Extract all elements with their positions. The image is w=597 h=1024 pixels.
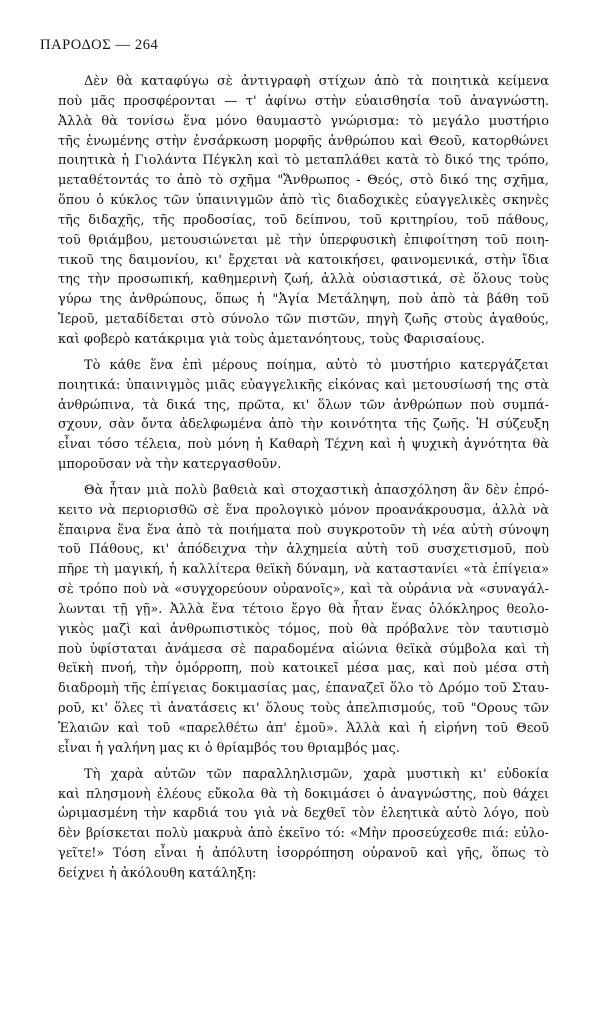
body-text [58, 72, 549, 884]
text-line: Θὰ ἦταν μιὰ πολὺ βαθειὰ καὶ στοχαστικὴ ἀπασχόληση ἂν δὲν ἐπρό- [84, 482, 549, 498]
text-line: εἶναι τόσο τέλεια, ποὺ μόνη ἡ Καθαρὴ Τέχνη καὶ ἡ ψυχικὴ ἁγνότητα θὰ [58, 437, 549, 453]
text-line: της τὴν προσωπική, καθημερινὴ ζωή, ἀλλὰ οὐσιαστικά, σὲ ὅλους τοὺς [58, 272, 549, 288]
text-line: καὶ φοβερὸ κατάκριμα γιὰ τοὺς ἀμετανόητους, τοὺς Φαρισαίους. [58, 331, 485, 347]
text-line: Τὴ χαρὰ αὐτῶν τῶν παραλληλισμῶν, χαρὰ μυστικὴ κι' εὐδοκία [84, 766, 549, 782]
text-line: εἶναι ἡ γαλήνη μας κι ὁ θρίαμβός του θριαμβός μας. [58, 740, 400, 756]
text-line: τοῦ θριάμβου, μετουσιώνεται μὲ τὴν ὑπερφυσικὴ ἐπιφοίτηση τοῦ ποιη- [58, 232, 549, 248]
text-line: γικὸς μαζὶ καὶ ἀνθρωπιστικὸς τόμος, ποὺ θὰ πρόβαλνε τὸν ταυτισμὸ [58, 621, 549, 637]
text-line: γεῖτε!» Τόση εἶναι ἡ ἀπόλυτη ἰσορρόπηση οὐρανοῦ καὶ γῆς, ὅπως τὸ [58, 846, 549, 862]
text-line: Ἀλλὰ θὰ τονίσω ἕνα μόνο θαυμαστὸ γνώρισμα: τὸ μεγάλο μυστήριο [58, 113, 549, 129]
text-line: ποιητικά: ὑπαινιγμὸς μιᾶς εὐαγγελικῆς εἰκόνας καὶ μετουσίωσή της στὰ [58, 377, 549, 393]
text-line: καὶ πλησμονὴ ἐλέους εὔκολα θὰ τὴ δοκιμάσει ὁ ἀναγνώστης, ποὺ θάχει [58, 786, 549, 802]
paragraph-4 [58, 765, 549, 884]
text-line: ποιητικὰ ἡ Γιολάντα Πέγκλη καὶ τὸ μεταπλάθει κατὰ τὸ δικό της τρόπο, [58, 153, 549, 169]
text-line: δὲν βρίσκεται πολὺ μακρυὰ ἀπὸ ἐκεῖνο τό: «Μὴν προσεύχεσθε πιά: εὐλο- [58, 826, 549, 842]
text-line: πῆρε τὴ μαγική, ἡ καλλίτερα θεϊκὴ δύναμη, νὰ καταστανίει «τὰ ἐπίγεια» [58, 562, 549, 578]
text-line: μεταθέτοντάς το ἀπὸ τὸ σχῆμα "Ἄνθρωπος - Θεός, στὸ δικό της σχῆμα, [58, 173, 549, 189]
text-line: ποὺ μᾶς προσφέρονται — τ' ἀφίνω στὴν εὐαισθησία τοῦ ἀναγνώστη. [58, 93, 549, 109]
text-line: ποὺ ὑφίσταται ἀνάμεσα σὲ παραδομένα αἰώνια θεϊκὰ σύμβολα καὶ τὴ [58, 641, 549, 657]
text-line: τικοῦ της δαιμονίου, κι' ἔρχεται νὰ κατοικήσει, φαινομενικά, στὴν ἴδια [58, 252, 549, 268]
text-line: γύρω της ἀνθρώπους, ὅπως ἡ "Ἁγία Μετάληψη, ποὺ ἀπὸ τὰ βάθη τοῦ [58, 292, 549, 308]
running-head: ΠΑΡΟΔΟΣ — 264 [40, 37, 159, 53]
text-line: ροῦ, κι' ὅλες τὶ ἀνατάσεις κι' ὅλους τοὺς ἀπελπισμούς, τοῦ "Ορους τῶν [58, 701, 549, 717]
text-line: δείχνει ἡ ἀκόλουθη κατάληξη: [58, 865, 257, 881]
text-line: Δὲν θὰ καταφύγω σὲ ἀντιγραφὴ στίχων ἀπὸ τὰ ποιητικὰ κείμενα [84, 74, 549, 89]
text-line: ἔπαιρνα ἕνα ἕνα ἀπὸ τὰ ποιήματα ποὺ συγκροτοῦν τὴ νέα αὐτὴ σύνοψη [58, 522, 549, 538]
text-line: κειτο νὰ περιορισθῶ σὲ ἕνα προλογικὸ μόνον προανάκρουσμα, ἀλλὰ νὰ [58, 502, 549, 518]
paragraph-2 [58, 356, 549, 475]
text-line: διαδρομὴ τῆς ἐπίγειας δοκιμασίας μας, ἐπαναζεῖ ὅλο τὸ Δρόμο τοῦ Σταυ- [58, 681, 549, 697]
text-line: Τὸ κάθε ἕνα ἐπὶ μέρους ποίημα, αὐτὸ τὸ μυστήριο κατεργάζεται [84, 357, 549, 373]
text-line: τοῦ Πάθους, κι' ἀπόδειχνα τὴν ἀλχημεία αὐτὴ τοῦ συσχετισμοῦ, ποὺ [58, 542, 549, 558]
text-line: Ἱεροῦ, μεταδίδεται στὸ σύνολο τῶν πιστῶν, πηγὴ ζωῆς στοὺς ἀγαθούς, [58, 312, 549, 328]
paragraph-1 [58, 72, 549, 350]
text-line: θεϊκὴ πνοή, τὴν ὁμόρροπη, ποὺ κατοικεῖ μέσα μας, καὶ ποὺ μέσα στὴ [58, 661, 549, 677]
text-line: μποροῦσαν νὰ τὴν κατεργασθοῦν. [58, 457, 282, 473]
text-line: σὲ τρόπο ποὺ νὰ «συγχορεύουν οὐρανοῖς», καὶ τὰ οὐράνια νὰ «συναγάλ- [58, 582, 549, 598]
text-line: τῆς διδαχῆς, τῆς προδοσίας, τοῦ δείπνου, τοῦ κριτηρίου, τοῦ πάθους, [58, 212, 549, 228]
text-line: ὡριμασμένη τὴν καρδιά του γιὰ νὰ δεχθεῖ τὸν ἐλεητικὰ αὐτὸ λόγο, ποὺ [58, 806, 549, 822]
text-line: ἀνθρώπινα, τὰ δικά της, πρῶτα, κι' ὅλων τῶν ἀνθρώπων ποὺ συμπά- [58, 397, 549, 413]
text-line: λωνται τῇ γῇ». Ἀλλὰ ἕνα τέτοιο ἔργο θὰ ἦταν ἕνας ὁλόκληρος θεολο- [58, 601, 549, 617]
text-line: τῆς ἑνωμένης στὴν ἐνσάρκωση μορφῆς ἀνθρώπου καὶ Θεοῦ, κατορθώνει [58, 133, 549, 149]
text-line: ὅπου ὁ κύκλος τῶν ὑπαινιγμῶν ἀπὸ τὶς διαδοχικὲς εὐαγγελικὲς σκηνὲς [58, 193, 549, 209]
text-line: Ἐλαιῶν καὶ τοῦ «παρελθέτω ἀπ' ἐμοῦ». Ἀλλὰ καὶ ἡ εἰρήνη τοῦ Θεοῦ [58, 721, 549, 736]
paragraph-3 [58, 481, 549, 759]
text-line: σχουν, σὰν ὄντα ἀδελφωμένα ἀπὸ τὴν κοινότητα τῆς ζωῆς. Ἡ σύζευξη [58, 417, 549, 433]
